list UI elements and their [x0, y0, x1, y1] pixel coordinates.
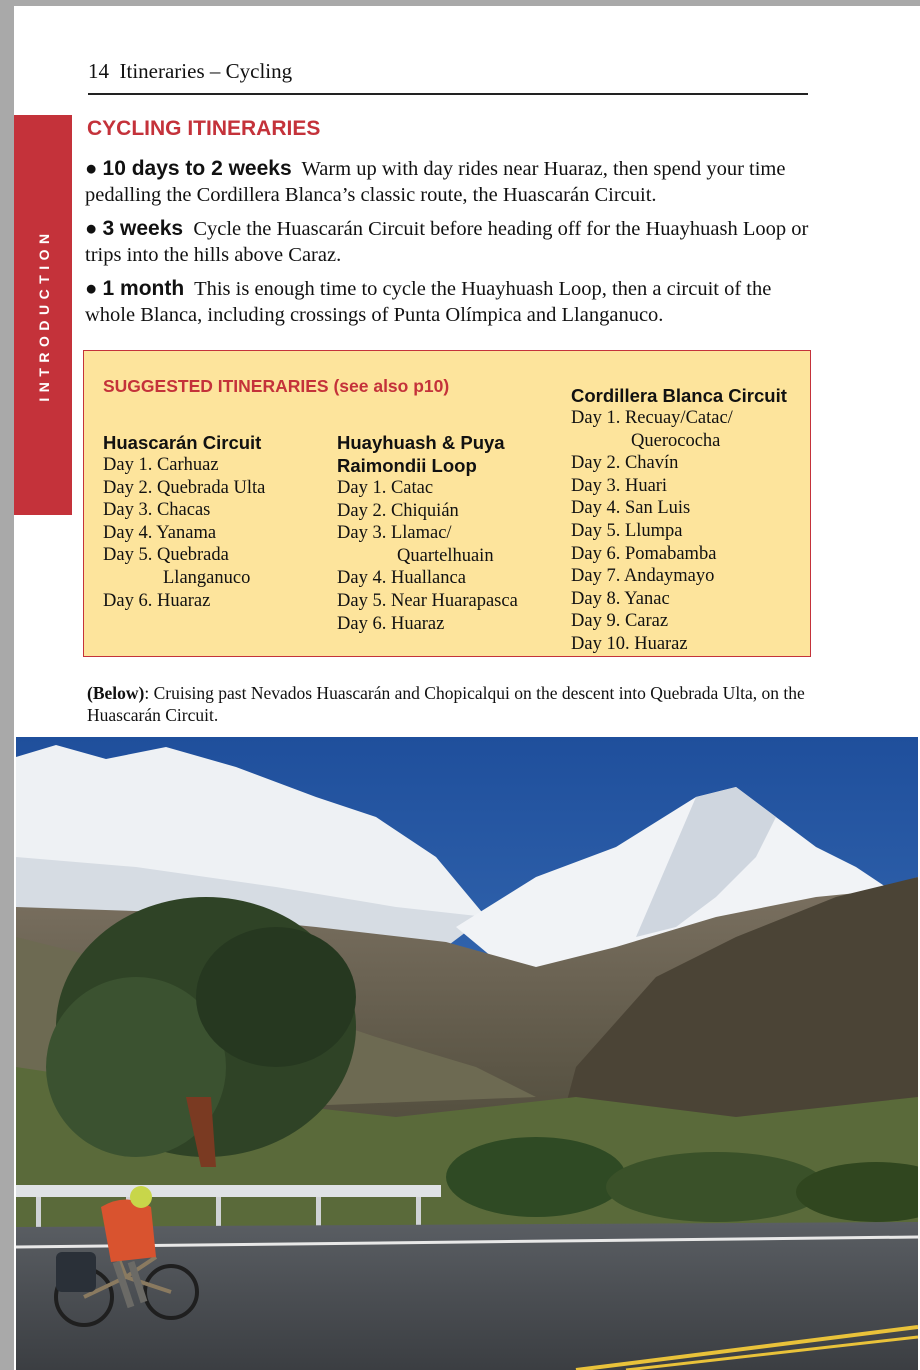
- box-title: SUGGESTED ITINERARIES (see also p10): [103, 376, 450, 396]
- itinerary-bullets: [85, 156, 820, 337]
- day-row-continued: Llanganuco: [163, 567, 251, 588]
- column-title: Huascarán Circuit: [103, 432, 262, 453]
- day-row: Day 4. Huallanca: [337, 568, 466, 589]
- bullet-text: Warm up with day rides near Huaraz, then spend your time pedalling the Cordillera Blanca’s classic route, the Huascarán Circuit.: [85, 158, 786, 206]
- bullet-lead: 10 days to 2 weeks: [102, 157, 292, 180]
- bullet-text: This is enough time to cycle the Huayhuash Loop, then a circuit of the whole Blanca, including crossings of Punta Olímpica and Llanganuco.: [85, 278, 772, 326]
- header-title: Itineraries – Cycling: [119, 59, 293, 83]
- day-row: Day 3. Llamac/: [337, 523, 452, 544]
- bullet-lead: 1 month: [102, 277, 185, 301]
- day-row: Day 7. Andaymayo: [571, 566, 715, 587]
- column-title: Cordillera Blanca Circuit: [571, 385, 787, 406]
- section-title: CYCLING ITINERARIES: [87, 117, 321, 140]
- day-row: Day 4. San Luis: [571, 498, 691, 519]
- itinerary-column-huayhuash: [337, 431, 518, 635]
- day-row: Day 9. Caraz: [571, 611, 669, 632]
- day-row: Day 8. Yanac: [571, 588, 670, 609]
- day-row: Day 2. Chiquián: [337, 500, 459, 521]
- day-row: Day 1. Recuay/Catac/: [571, 408, 733, 428]
- day-row: Day 6. Huaraz: [337, 613, 445, 634]
- day-row: Day 1. Carhuaz: [103, 455, 219, 475]
- bullet-item: ● 3 weeks Cycle the Huascarán Circuit before heading off for the Huayhuash Loop or trips into the hills above Caraz.: [85, 217, 809, 266]
- book-page: [14, 6, 920, 1370]
- page-number: 14: [88, 59, 109, 83]
- running-header: [88, 59, 808, 84]
- side-tab-label: INTRODUCTION: [36, 228, 52, 402]
- caption-text: : Cruising past Nevados Huascarán and Chopicalqui on the descent into Quebrada Ulta, on the Huascarán Circuit.: [87, 683, 805, 725]
- day-row: Day 2. Chavín: [571, 453, 679, 474]
- bullet-lead: 3 weeks: [102, 217, 184, 241]
- day-row: Day 3. Chacas: [103, 500, 211, 521]
- day-row: Day 1. Catac: [337, 478, 434, 498]
- section-side-tab: [14, 115, 72, 515]
- bullet-text: Cycle the Huascarán Circuit before heading off for the Huayhuash Loop or trips into the hills above Caraz.: [85, 218, 809, 266]
- photo-caption: [87, 682, 827, 726]
- day-row: Day 4. Yanama: [103, 522, 217, 543]
- caption-label: (Below): [87, 683, 145, 703]
- bullet-item: ● 1 month This is enough time to cycle the Huayhuash Loop, then a circuit of the whole Blanca, including crossings of Punta Olímpica and Llanganuco.: [85, 277, 772, 326]
- suggested-itineraries-box: [83, 350, 811, 657]
- header-rule: [88, 93, 808, 95]
- day-row: Day 5. Near Huarapasca: [337, 590, 518, 611]
- day-row: Day 5. Quebrada: [103, 545, 229, 566]
- column-title: Huayhuash & Puya: [337, 432, 505, 453]
- column-title-line2: Raimondii Loop: [337, 455, 477, 476]
- bullet-item: ● 10 days to 2 weeks Warm up with day rides near Huaraz, then spend your time pedalling the Cordillera Blanca’s classic route, the Huascarán Circuit.: [85, 157, 786, 206]
- photo-illustration: [16, 737, 918, 1370]
- itinerary-column-cordillera-blanca: [571, 384, 787, 656]
- day-row: Day 6. Pomabamba: [571, 543, 717, 564]
- mountain-cycling-photo: [16, 737, 918, 1370]
- itinerary-column-huascaran: [103, 431, 265, 612]
- day-row-continued: Quartelhuain: [397, 545, 494, 566]
- day-row: Day 3. Huari: [571, 475, 668, 496]
- day-row: Day 2. Quebrada Ulta: [103, 477, 266, 498]
- day-row: Day 5. Llumpa: [571, 520, 683, 541]
- day-row: Day 6. Huaraz: [103, 590, 211, 611]
- day-row-continued: Querococha: [631, 430, 721, 451]
- day-row: Day 10. Huaraz: [571, 633, 688, 654]
